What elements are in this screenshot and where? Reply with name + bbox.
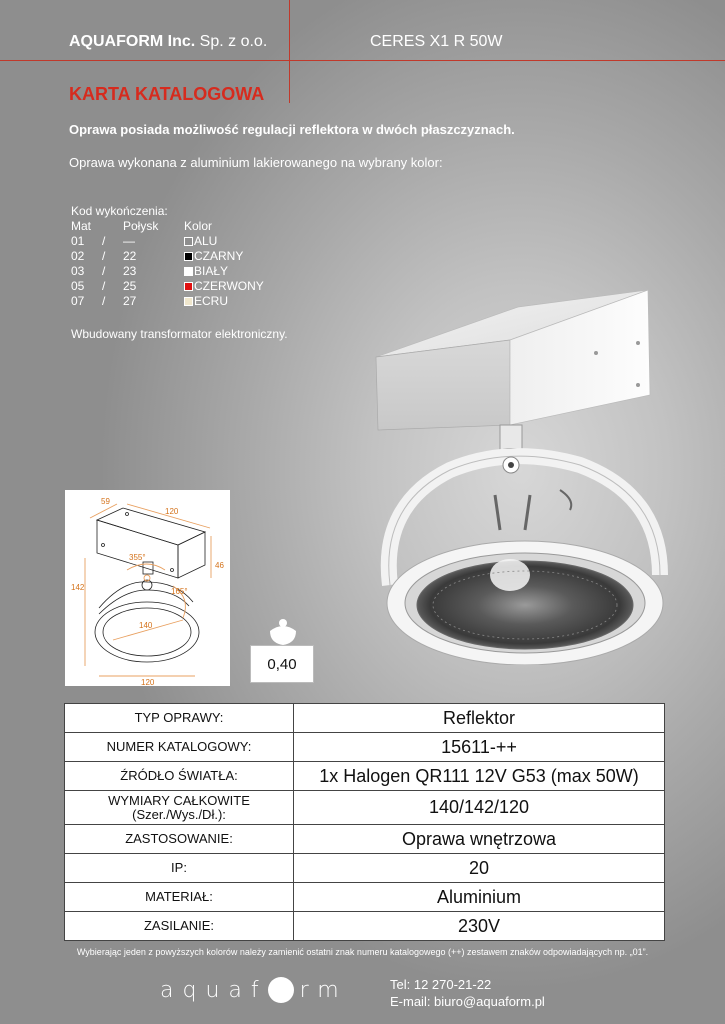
spec-row bbox=[65, 704, 665, 733]
finish-row bbox=[71, 234, 264, 249]
finish-color-label: ECRU bbox=[194, 294, 229, 308]
finish-separator: / bbox=[102, 294, 106, 308]
finish-heading: Kod wykończenia: bbox=[71, 204, 168, 218]
finish-col-polysk: Połysk bbox=[123, 219, 159, 233]
header-horizontal-rule bbox=[0, 60, 725, 61]
dimension-drawing bbox=[65, 490, 230, 686]
spec-value: Oprawa wnętrzowa bbox=[294, 825, 665, 854]
finish-row bbox=[71, 249, 264, 264]
spec-label: NUMER KATALOGOWY: bbox=[106, 739, 252, 754]
company-name-suffix: Sp. z o.o. bbox=[199, 33, 268, 50]
finish-color-label: CZARNY bbox=[194, 249, 244, 263]
finish-color bbox=[184, 279, 264, 294]
product-photo bbox=[360, 285, 680, 665]
company-name bbox=[69, 33, 267, 51]
finish-polysk: 23 bbox=[123, 264, 137, 278]
spec-row bbox=[65, 762, 665, 791]
finish-separator: / bbox=[102, 234, 106, 248]
footnote: Wybierając jeden z powyższych kolorów należy zamienić ostatni znak numeru katalogowego (++) zestawem znaków odpowiadających np. „01”. bbox=[76, 947, 649, 957]
spec-label: ZASTOSOWANIE: bbox=[125, 831, 233, 846]
finish-mat: 07 bbox=[71, 294, 85, 308]
finish-color bbox=[184, 264, 228, 279]
finish-row bbox=[71, 279, 264, 294]
description-material: Oprawa wykonana z aluminium lakierowanego na wybrany kolor: bbox=[69, 155, 443, 170]
spec-label-cell bbox=[65, 883, 294, 912]
finish-color bbox=[184, 294, 228, 309]
header-vertical-rule bbox=[289, 0, 290, 103]
color-swatch-icon bbox=[184, 237, 193, 246]
finish-rows bbox=[71, 234, 264, 309]
finish-columns bbox=[71, 219, 264, 234]
finish-color-label: CZERWONY bbox=[194, 279, 264, 293]
spec-value: 20 bbox=[294, 854, 665, 883]
finish-polysk: — bbox=[123, 234, 135, 248]
logo-dot-icon bbox=[268, 977, 294, 1003]
finish-color-label: ALU bbox=[194, 234, 218, 248]
finish-separator: / bbox=[102, 264, 106, 278]
spec-label: MATERIAŁ: bbox=[145, 889, 213, 904]
finish-row bbox=[71, 294, 264, 309]
dim-label-355: 355° bbox=[129, 553, 146, 562]
spec-label: IP: bbox=[171, 860, 187, 875]
color-swatch-icon bbox=[184, 297, 193, 306]
finish-polysk: 27 bbox=[123, 294, 137, 308]
spec-row bbox=[65, 825, 665, 854]
spec-row bbox=[65, 733, 665, 762]
spec-value: 1x Halogen QR111 12V G53 (max 50W) bbox=[294, 762, 665, 791]
finish-mat: 03 bbox=[71, 264, 85, 278]
logo-text-part1: aquaf bbox=[160, 977, 268, 1003]
spec-value: Aluminium bbox=[294, 883, 665, 912]
dimension-drawing-svg bbox=[65, 490, 230, 686]
color-swatch-icon bbox=[184, 282, 193, 291]
contact-info bbox=[390, 976, 545, 1010]
spec-row bbox=[65, 791, 665, 825]
dim-label-140: 140 bbox=[139, 621, 153, 630]
contact-email: E-mail: biuro@aquaform.pl bbox=[390, 994, 545, 1009]
model-name: CERES X1 R 50W bbox=[370, 33, 503, 50]
finish-separator: / bbox=[102, 279, 106, 293]
spec-label-cell bbox=[65, 704, 294, 733]
finish-mat: 02 bbox=[71, 249, 85, 263]
contact-phone: Tel: 12 270-21-22 bbox=[390, 977, 492, 992]
company-name-bold: AQUAFORM Inc. bbox=[69, 33, 196, 50]
spec-value: 230V bbox=[294, 912, 665, 941]
color-swatch-icon bbox=[184, 267, 193, 276]
finish-separator: / bbox=[102, 249, 106, 263]
spec-label-cell bbox=[65, 825, 294, 854]
logo-text-part2: rm bbox=[299, 977, 348, 1003]
spec-value: Reflektor bbox=[294, 704, 665, 733]
spec-label-sub: (Szer./Wys./Dł.): bbox=[132, 806, 226, 822]
spec-label-cell bbox=[65, 912, 294, 941]
weight-value: 0,40 bbox=[250, 645, 314, 683]
finish-polysk: 25 bbox=[123, 279, 137, 293]
spec-value: 15611-++ bbox=[294, 733, 665, 762]
spec-label: ŹRÓDŁO ŚWIATŁA: bbox=[120, 768, 238, 783]
spec-row bbox=[65, 883, 665, 912]
spec-row bbox=[65, 912, 665, 941]
spec-label: TYP OPRAWY: bbox=[134, 710, 224, 725]
dim-label-59: 59 bbox=[101, 497, 110, 506]
finish-color-label: BIAŁY bbox=[194, 264, 229, 278]
spec-row bbox=[65, 854, 665, 883]
finish-code-table bbox=[71, 204, 264, 309]
transformer-note: Wbudowany transformator elektroniczny. bbox=[71, 327, 288, 341]
page-title: KARTA KATALOGOWA bbox=[69, 84, 265, 104]
weight-icon bbox=[266, 617, 300, 647]
spec-label-cell bbox=[65, 791, 294, 825]
spec-label: WYMIARY CAŁKOWITE bbox=[108, 792, 250, 808]
dim-label-120-top: 120 bbox=[165, 507, 179, 516]
specification-table bbox=[64, 703, 665, 941]
spec-value: 140/142/120 bbox=[294, 791, 665, 825]
dim-label-142: 142 bbox=[71, 583, 85, 592]
spec-label-cell bbox=[65, 762, 294, 791]
dim-label-120-bottom: 120 bbox=[141, 678, 155, 686]
spec-label-cell bbox=[65, 854, 294, 883]
company-logo bbox=[160, 977, 348, 1003]
spec-label-cell bbox=[65, 733, 294, 762]
finish-color bbox=[184, 234, 217, 249]
finish-color bbox=[184, 249, 243, 264]
finish-col-kolor: Kolor bbox=[184, 219, 213, 233]
finish-col-mat: Mat bbox=[71, 219, 92, 233]
finish-row bbox=[71, 264, 264, 279]
color-swatch-icon bbox=[184, 252, 193, 261]
finish-mat: 05 bbox=[71, 279, 85, 293]
description-adjustment: Oprawa posiada możliwość regulacji reflektora w dwóch płaszczyznach. bbox=[69, 122, 515, 137]
dim-label-46: 46 bbox=[215, 561, 224, 570]
dim-label-165: 165° bbox=[171, 587, 188, 596]
spec-label: ZASILANIE: bbox=[143, 918, 215, 933]
finish-polysk: 22 bbox=[123, 249, 137, 263]
finish-mat: 01 bbox=[71, 234, 85, 248]
